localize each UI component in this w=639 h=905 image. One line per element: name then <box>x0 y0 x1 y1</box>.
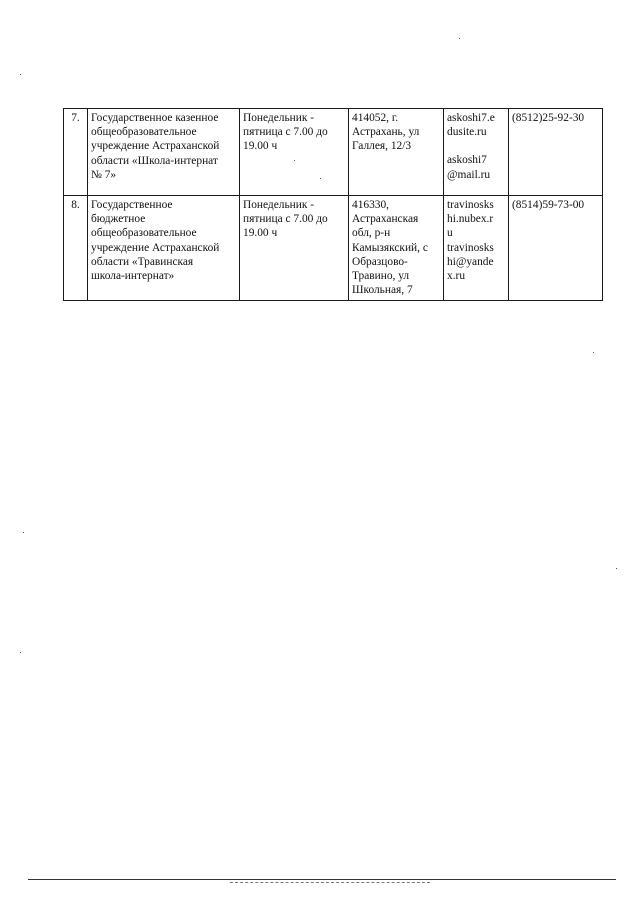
institutions-table <box>63 108 603 301</box>
page-bottom-rule <box>28 879 616 880</box>
scan-speck <box>294 160 295 161</box>
institution-name: Государственное бюджетное общеобразовательное учреждение Астраханской области «Травинская школа-интернат» <box>88 196 240 301</box>
institution-name: Государственное казенное общеобразовательное учреждение Астраханской области «Школа-интернат № 7» <box>88 109 240 196</box>
row-number: 7. <box>64 109 88 196</box>
address: 416330, Астраханская обл, р-н Камызякский, с Образцово- Травино, ул Школьная, 7 <box>349 196 444 301</box>
phone: (8514)59-73-00 <box>509 196 603 301</box>
email-contacts: askoshi7.e dusite.ru askoshi7 @mail.ru <box>444 109 509 196</box>
working-hours: Понедельник - пятница с 7.00 до 19.00 ч <box>240 109 349 196</box>
phone: (8512)25-92-30 <box>509 109 603 196</box>
address: 414052, г. Астрахань, ул Галлея, 12/3 <box>349 109 444 196</box>
table-row <box>64 196 603 301</box>
email-contacts: travinosks hi.nubex.r u travinosks hi@yande x.ru <box>444 196 509 301</box>
page-bottom-rule-faint <box>230 882 430 883</box>
row-number: 8. <box>64 196 88 301</box>
scan-speck <box>20 652 21 653</box>
scan-speck <box>593 352 594 353</box>
working-hours: Понедельник - пятница с 7.00 до 19.00 ч <box>240 196 349 301</box>
scan-speck <box>20 74 21 75</box>
scan-speck <box>23 532 24 533</box>
scan-speck <box>459 38 460 39</box>
table-row <box>64 109 603 196</box>
scan-speck <box>320 178 321 179</box>
scan-speck <box>616 568 617 569</box>
